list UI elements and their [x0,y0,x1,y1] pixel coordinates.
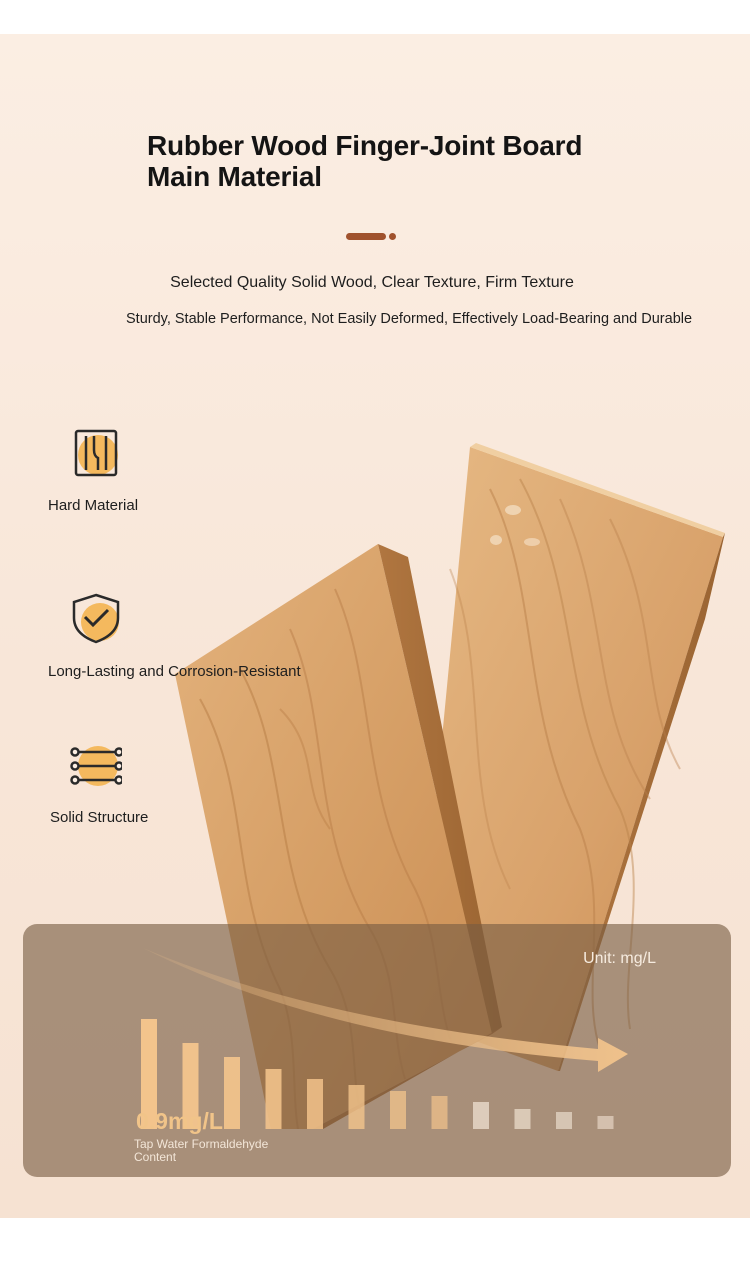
shield-check-icon [70,592,122,644]
divider-dot [389,233,396,240]
chart-bar [307,1079,323,1129]
feature-label-corrosion-resistant: Long-Lasting and Corrosion-Resistant [48,663,301,680]
subtitle-secondary: Sturdy, Stable Performance, Not Easily Deformed, Effectively Load-Bearing and Durable [126,311,693,327]
chart-bar [556,1112,572,1129]
chart-bar [224,1057,240,1129]
chart-bar [390,1091,406,1129]
chart-bar [598,1116,614,1129]
chart-bar [473,1102,489,1129]
chart-bar [432,1096,448,1129]
title-line-2: Main Material [147,161,322,192]
chart-bar [515,1109,531,1129]
divider-dash [346,233,386,240]
formaldehyde-value: 0.9mg/L [136,1108,223,1134]
feature-label-solid-structure: Solid Structure [50,809,149,826]
feature-label-hard-material: Hard Material [48,497,139,514]
chart-unit-label: Unit: mg/L [583,950,656,967]
formaldehyde-caption: Tap Water Formaldehyde Content [134,1137,269,1164]
chart-bar [349,1085,365,1129]
title-line-1: Rubber Wood Finger-Joint Board [147,130,583,161]
page-title [147,130,582,192]
chart-bar [266,1069,282,1129]
subtitle-primary: Selected Quality Solid Wood, Clear Texture, Firm Texture [170,274,574,291]
product-panel [0,34,750,1218]
wood-grain-icon [70,428,122,480]
formaldehyde-chart [23,924,731,1177]
title-divider [346,232,398,242]
layers-icon [70,740,122,792]
trend-arrow [143,948,628,1072]
